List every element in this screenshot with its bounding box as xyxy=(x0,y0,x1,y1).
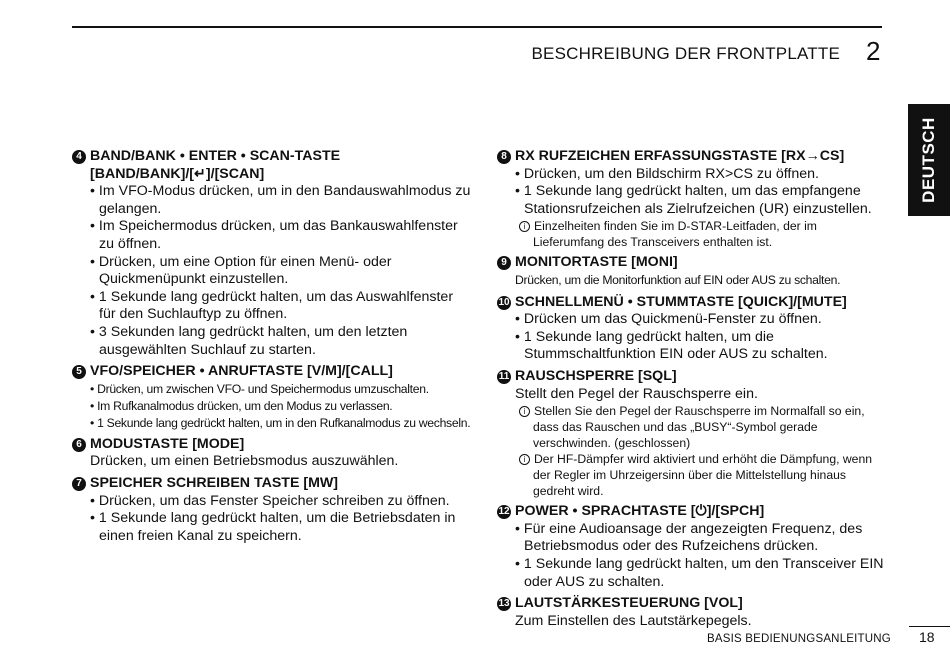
bullet-item: • Drücken, um das Fenster Speicher schreiben zu öffnen. xyxy=(72,493,472,511)
bullet-item: • Drücken, um eine Option für einen Menü- oder Quickmenüpunkt einzustellen. xyxy=(72,254,472,289)
bullet-list xyxy=(72,183,472,359)
info-icon: i xyxy=(519,406,530,417)
section-rx-cs xyxy=(497,148,889,250)
note-item xyxy=(497,218,889,250)
bullet-item: • 3 Sekunden lang gedrückt halten, um den letzten ausgewählten Suchlauf zu starten. xyxy=(72,324,472,359)
language-tab xyxy=(908,104,950,216)
section-heading: VFO/SPEICHER • ANRUFTASTE [V/M]/[CALL] xyxy=(90,363,393,380)
bullet-list xyxy=(72,381,472,432)
item-number-badge: 6 xyxy=(72,438,86,452)
item-number-badge: 5 xyxy=(72,365,86,379)
page-header-title: BESCHREIBUNG DER FRONTPLATTE xyxy=(531,44,840,63)
section-text: Drücken, um einen Betriebsmodus auszuwählen. xyxy=(90,453,399,470)
info-icon: i xyxy=(519,454,530,465)
bullet-item: • 1 Sekunde lang gedrückt halten, um die Betriebsdaten in einen freien Kanal zu speichern. xyxy=(72,510,472,545)
bullet-item: • Drücken, um zwischen VFO- und Speichermodus umzuschalten. xyxy=(72,381,472,398)
section-heading: SPEICHER SCHREIBEN TASTE [MW] xyxy=(90,474,339,491)
language-tab-label: DEUTSCH xyxy=(919,117,939,203)
left-column xyxy=(72,148,472,549)
section-text: Stellt den Pegel der Rauschsperre ein. xyxy=(515,385,758,402)
top-rule xyxy=(72,26,882,28)
bullet-item: • Drücken, um den Bildschirm RX>CS zu öffnen. xyxy=(497,166,889,184)
section-volume xyxy=(497,595,889,630)
bullet-item: • 1 Sekunde lang gedrückt halten, um die Stummschaltfunktion EIN oder AUS zu schalten. xyxy=(497,329,889,364)
bullet-item: • Drücken um das Quickmenü-Fenster zu öffnen. xyxy=(497,311,889,329)
section-squelch xyxy=(497,368,889,499)
bullet-list xyxy=(497,166,889,219)
bullet-item: • 1 Sekunde lang gedrückt halten, um den Transceiver EIN oder AUS zu schalten. xyxy=(497,556,889,591)
item-number-badge: 10 xyxy=(498,296,510,308)
bullet-item: • 1 Sekunde lang gedrückt halten, um in den Rufkanalmodus zu wechseln. xyxy=(72,415,472,432)
section-heading: SCHNELLMENÜ • STUMMTASTE [QUICK]/[MUTE] xyxy=(515,293,847,310)
note-text: Der HF-Dämpfer wird aktiviert und erhöht die Dämpfung, wenn der Regler im Uhrzeigersinn über die Mittelstellung hinaus gedreht wird. xyxy=(533,452,873,499)
item-number-badge: 7 xyxy=(72,477,86,491)
page-number: 18 xyxy=(919,629,935,645)
bullet-item: • Im Speichermodus drücken, um das Bankauswahlfenster zu öffnen. xyxy=(72,218,472,253)
note-item xyxy=(497,403,889,451)
note-text: Stellen Sie den Pegel der Rauschsperre im Normalfall so ein, dass das Rauschen und das „BUSY“-Symbol gerade verschwinden. (geschlossen) xyxy=(533,404,865,451)
bullet-list xyxy=(72,493,472,546)
bullet-item: • Im VFO-Modus drücken, um in den Bandauswahlmodus zu gelangen. xyxy=(72,183,472,218)
section-band-bank xyxy=(72,148,472,359)
note-list xyxy=(497,403,889,499)
footer-rule xyxy=(909,626,950,627)
bullet-item: • 1 Sekunde lang gedrückt halten, um das empfangene Stationsrufzeichen als Zielrufzeichen (UR) einzustellen. xyxy=(497,183,889,218)
bullet-item: • Im Rufkanalmodus drücken, um den Modus zu verlassen. xyxy=(72,398,472,415)
note-item xyxy=(497,451,889,499)
chapter-number: 2 xyxy=(866,36,881,66)
section-vfo-memory-call xyxy=(72,363,472,432)
section-heading: LAUTSTÄRKESTEUERUNG [VOL] xyxy=(515,595,743,612)
bullet-item: • 1 Sekunde lang gedrückt halten, um das Auswahlfenster für den Suchlauftyp zu öffnen. xyxy=(72,289,472,324)
item-number-badge: 13 xyxy=(498,598,510,610)
section-quick-mute xyxy=(497,294,889,364)
note-list xyxy=(497,218,889,250)
section-monitor xyxy=(497,254,889,289)
section-heading: POWER • SPRACHTASTE [⏻]/[SPCH] xyxy=(515,503,765,520)
footer-manual-label: BASIS BEDIENUNGSANLEITUNG xyxy=(707,633,891,645)
note-text: Einzelheiten finden Sie im D-STAR-Leitfaden, der im Lieferumfang des Transceivers enthalten ist. xyxy=(533,219,817,250)
bullet-list xyxy=(497,521,889,591)
section-power-speech xyxy=(497,503,889,591)
section-heading: MONITORTASTE [MONI] xyxy=(515,254,678,271)
right-column xyxy=(497,148,889,634)
section-memory-write xyxy=(72,475,472,545)
section-text: Zum Einstellen des Lautstärkepegels. xyxy=(515,612,752,629)
item-number-badge: 9 xyxy=(497,256,511,270)
item-number-badge: 4 xyxy=(72,150,86,164)
bullet-list xyxy=(497,311,889,364)
info-icon: i xyxy=(519,221,530,232)
section-heading: RX RUFZEICHEN ERFASSUNGSTASTE [RX→CS] xyxy=(515,148,845,164)
item-number-badge: 8 xyxy=(497,150,511,164)
section-mode xyxy=(72,436,472,471)
section-heading: BAND/BANK • ENTER • SCAN-TASTE [BAND/BANK]/[↵]/[SCAN] xyxy=(90,148,341,182)
item-number-badge: 11 xyxy=(498,370,510,382)
section-heading: MODUSTASTE [MODE] xyxy=(90,435,245,452)
bullet-item: • Für eine Audioansage der angezeigten Frequenz, des Betriebsmodus oder des Rufzeichens drücken. xyxy=(497,521,889,556)
section-text: Drücken, um die Monitorfunktion auf EIN oder AUS zu schalten. xyxy=(515,272,841,287)
section-heading: RAUSCHSPERRE [SQL] xyxy=(515,367,677,384)
item-number-badge: 12 xyxy=(498,506,510,518)
